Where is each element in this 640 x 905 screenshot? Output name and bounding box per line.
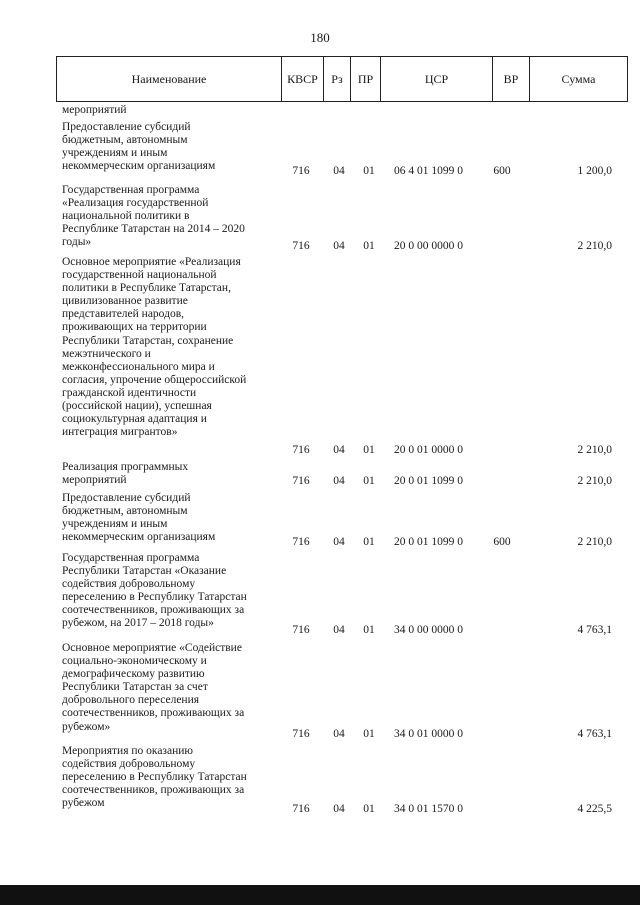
row-name (62, 461, 275, 487)
row-sum: 2 210,0 (577, 475, 612, 487)
row-name-line: Государственная программа (62, 552, 200, 564)
row-sum: 4 763,1 (577, 728, 612, 740)
row-name-line: межэтнического и (62, 347, 151, 360)
row-rz: 04 (333, 165, 345, 177)
row-csr: 06 4 01 1099 0 (394, 165, 463, 177)
row-vr: 600 (493, 536, 511, 548)
row-vr: 600 (493, 165, 511, 177)
row-name-line: соотечественников, проживающих за (62, 604, 245, 617)
row-name-line: Мероприятия по оказанию (62, 745, 193, 757)
row-name (62, 121, 275, 173)
row-rz: 04 (333, 803, 345, 815)
row-csr: 34 0 01 1570 0 (394, 803, 463, 815)
row-name (62, 745, 275, 810)
row-kvsr: 716 (292, 624, 310, 636)
row-name-line: рубежом, на 2017 – 2018 годы» (62, 617, 214, 630)
row-name-line: бюджетным, автономным (62, 134, 188, 147)
row-name (62, 256, 275, 439)
row-name-line: Предоставление субсидий (62, 121, 191, 133)
row-name-line: соотечественников, проживающих за (62, 707, 245, 720)
row-csr: 20 0 01 1099 0 (394, 536, 463, 548)
row-name-line: политики в Республике Татарстан, (62, 282, 231, 295)
row-name-line: интеграция мигрантов» (62, 426, 178, 439)
row-pr: 01 (363, 536, 375, 548)
row-name-line: некоммерческим организациям (62, 160, 216, 173)
row-name-line: соотечественников, проживающих за (62, 784, 245, 797)
row-pr: 01 (363, 728, 375, 740)
row-name-line: (российской нации), успешная (62, 400, 212, 413)
row-csr: 20 0 00 0000 0 (394, 240, 463, 252)
row-csr: 34 0 01 0000 0 (394, 728, 463, 740)
row-name-line: Республики Татарстан «Оказание (62, 565, 227, 578)
row-rz: 04 (333, 728, 345, 740)
row-kvsr: 716 (292, 803, 310, 815)
row-name-line: Основное мероприятие «Содействие (62, 642, 242, 654)
row-pr: 01 (363, 165, 375, 177)
row-name-line: Реализация программных (62, 461, 189, 473)
header-vr: ВР (493, 57, 530, 101)
header-kvsr: КВСР (282, 57, 324, 101)
row-kvsr: 716 (292, 475, 310, 487)
row-kvsr: 716 (292, 536, 310, 548)
row-name-line: гражданской идентичности (62, 386, 197, 399)
row-rz: 04 (333, 624, 345, 636)
row-name-line: рубежом» (62, 720, 111, 733)
row-kvsr: 716 (292, 165, 310, 177)
row-name-line: Республики Татарстан, сохранение (62, 334, 234, 347)
header-csr: ЦСР (381, 57, 493, 101)
row-name (62, 104, 275, 117)
row-name-line: национальной политики в (62, 210, 190, 223)
row-name-line: социокультурная адаптация и (62, 413, 207, 426)
row-pr: 01 (363, 624, 375, 636)
row-pr: 01 (363, 475, 375, 487)
row-name (62, 492, 275, 544)
row-name-line: содействия добровольному (62, 578, 196, 591)
row-kvsr: 716 (292, 240, 310, 252)
row-name-line: Государственная программа (62, 184, 200, 196)
row-name (62, 184, 275, 249)
row-name-line: межконфессионального мира и (62, 360, 215, 373)
row-name (62, 552, 275, 631)
row-pr: 01 (363, 240, 375, 252)
row-name-line: демографическому развитию (62, 668, 205, 681)
row-sum: 1 200,0 (577, 165, 612, 177)
row-rz: 04 (333, 475, 345, 487)
row-name-line: цивилизованное развитие (62, 295, 188, 308)
row-name-line: Предоставление субсидий (62, 492, 191, 504)
page-number: 180 (310, 30, 330, 45)
row-rz: 04 (333, 240, 345, 252)
row-name-line: представителей народов, (62, 308, 185, 321)
header-sum: Сумма (561, 72, 596, 86)
row-rz: 04 (333, 444, 345, 456)
row-name-line: некоммерческим организациям (62, 531, 216, 544)
row-name-line: социально-экономическому и (62, 655, 207, 668)
row-name-line: «Реализация государственной (62, 197, 209, 210)
row-name-line: содействия добровольному (62, 758, 196, 771)
row-name-line: Республики Татарстан за счет (62, 681, 208, 694)
row-name (62, 642, 275, 734)
row-sum: 2 210,0 (577, 536, 612, 548)
row-pr: 01 (363, 444, 375, 456)
row-name-line: переселению в Республику Татарстан (62, 771, 247, 784)
row-name-line: Основное мероприятие «Реализация (62, 256, 241, 268)
table-header (56, 56, 628, 102)
row-name-line: согласия, упрочение общероссийской (62, 373, 247, 386)
row-name-line: рубежом (62, 797, 105, 810)
row-name-line: государственной национальной (62, 269, 217, 282)
row-sum: 2 210,0 (577, 444, 612, 456)
row-name-line: годы» (62, 236, 92, 249)
row-kvsr: 716 (292, 444, 310, 456)
row-csr: 34 0 00 0000 0 (394, 624, 463, 636)
row-sum: 4 225,5 (577, 803, 612, 815)
row-name-line: учреждениям и иным (62, 147, 168, 160)
scan-edge-bar (0, 885, 640, 905)
row-sum: 2 210,0 (577, 240, 612, 252)
row-name-line: добровольного переселения (62, 694, 200, 707)
row-pr: 01 (363, 803, 375, 815)
row-name-line: Республике Татарстан на 2014 – 2020 (62, 223, 245, 236)
header-name: Наименование (57, 57, 282, 101)
header-pr: ПР (351, 57, 381, 101)
header-rz: Рз (324, 57, 351, 101)
row-rz: 04 (333, 536, 345, 548)
row-sum: 4 763,1 (577, 624, 612, 636)
row-name-line: учреждениям и иным (62, 518, 168, 531)
row-csr: 20 0 01 1099 0 (394, 475, 463, 487)
row-name-line: проживающих на территории (62, 321, 207, 334)
row-name-line: мероприятий (62, 104, 127, 116)
row-name-line: переселению в Республику Татарстан (62, 591, 247, 604)
row-kvsr: 716 (292, 728, 310, 740)
row-csr: 20 0 01 0000 0 (394, 444, 463, 456)
row-name-line: мероприятий (62, 474, 127, 487)
row-name-line: бюджетным, автономным (62, 505, 188, 518)
